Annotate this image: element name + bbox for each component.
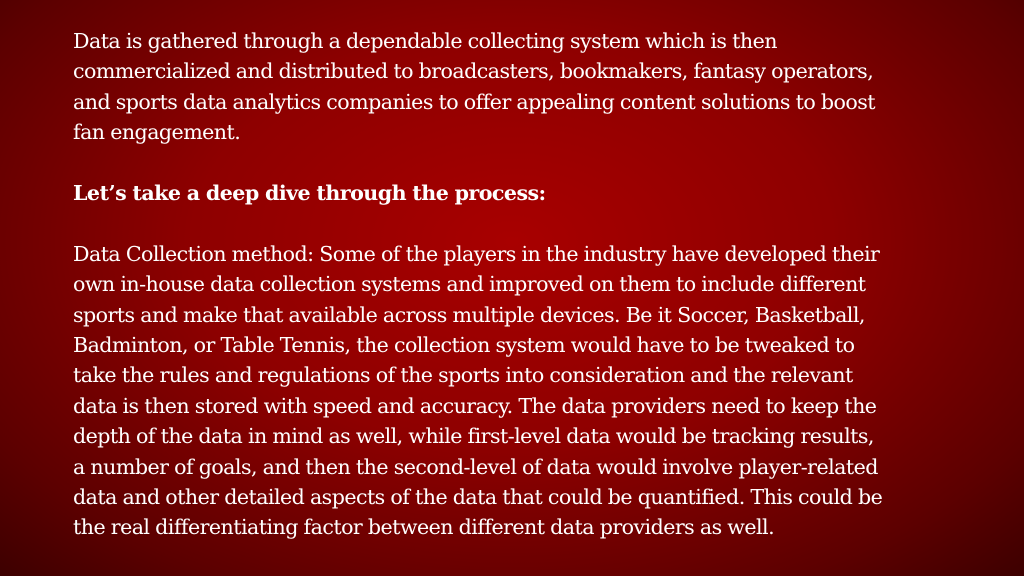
- body-line: a number of goals, and then the second-level of data would involve player-related: [73, 454, 878, 479]
- intro-line: Data is gathered through a dependable collecting system which is then: [73, 29, 777, 53]
- spacer: [73, 148, 964, 178]
- body-line: sports and make that available across multiple devices. Be it Soccer, Basketball,: [73, 302, 865, 327]
- body-line: the real differentiating factor between different data providers as well.: [73, 515, 775, 540]
- intro-line: and sports data analytics companies to offer appealing content solutions to boost: [73, 89, 875, 114]
- body-line: take the rules and regulations of the sports into consideration and the relevant: [73, 363, 853, 388]
- body-line: Badminton, or Table Tennis, the collection system would have to be tweaked to: [73, 333, 855, 358]
- intro-paragraph: [73, 26, 964, 148]
- body-line: own in-house data collection systems and improved on them to include different: [73, 272, 866, 297]
- body-line: data is then stored with speed and accuracy. The data providers need to keep the: [73, 393, 877, 418]
- body-line: data and other detailed aspects of the data that could be quantified. This could be: [73, 485, 883, 510]
- intro-line: commercialized and distributed to broadcasters, bookmakers, fantasy operators,: [73, 59, 874, 84]
- body-paragraph: [73, 239, 964, 543]
- body-line: Data Collection method: Some of the players in the industry have developed their: [73, 241, 880, 266]
- intro-line: fan engagement.: [73, 120, 241, 145]
- section-heading: Let’s take a deep dive through the process:: [73, 181, 546, 206]
- body-line: depth of the data in mind as well, while first-level data would be tracking results,: [73, 424, 874, 449]
- spacer: [73, 208, 964, 238]
